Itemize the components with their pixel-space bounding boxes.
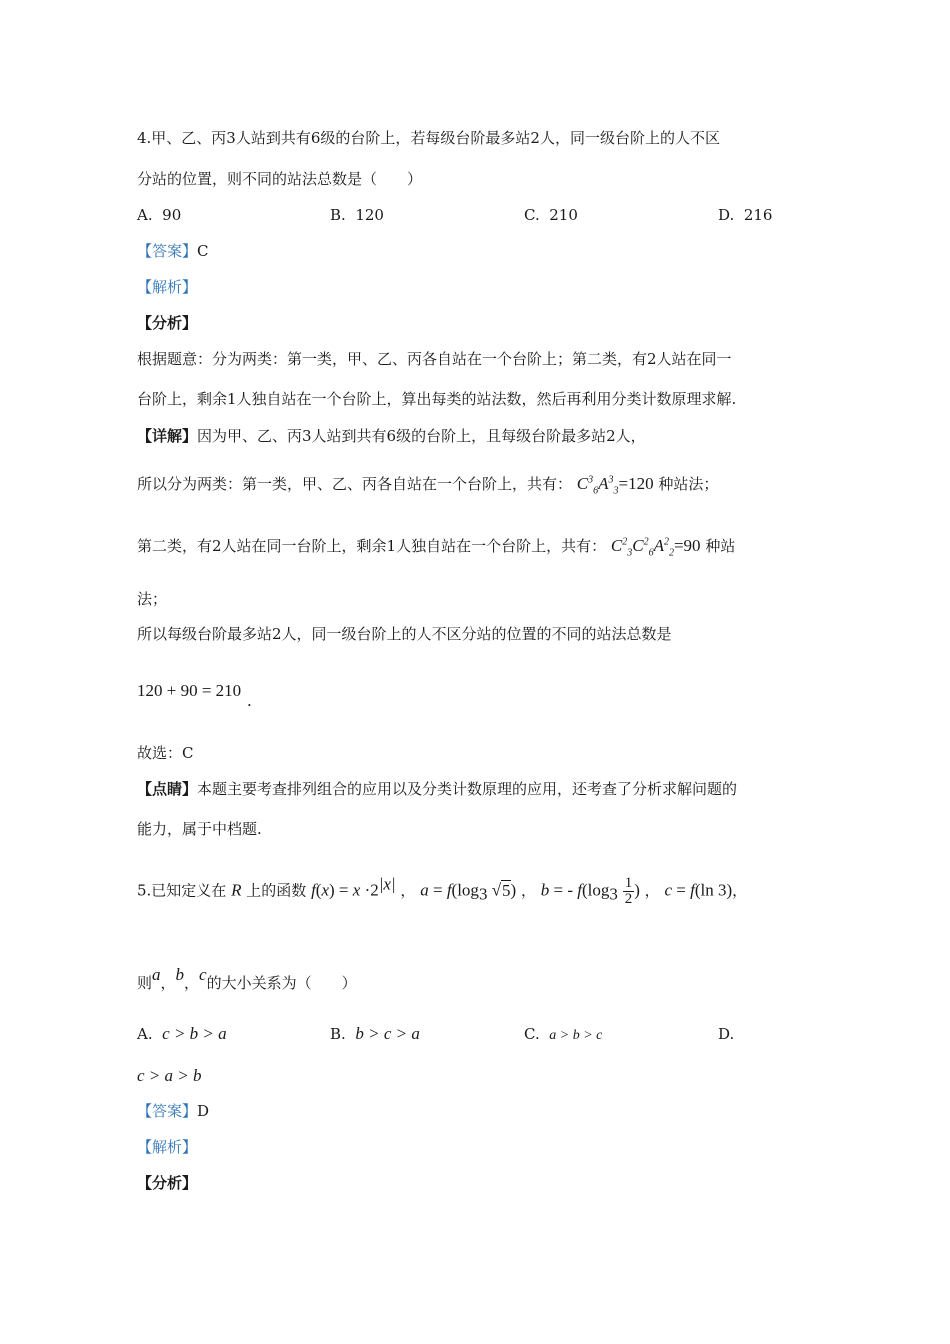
q4-xiangjie: 【详解】因为甲、乙、丙3人站到共有6级的台阶上，且每级台阶最多站2人， [137,427,646,445]
xiangjie-tag: 【详解】 [137,427,198,445]
q4-stem-line1: 4.甲、乙、丙3人站到共有6级的台阶上，若每级台阶最多站2人，同一级台阶上的人不区 [137,129,720,147]
q4-fenxi-tag: 【分析】 [137,314,198,332]
q4-class2-cont: 法； [137,590,168,608]
answer-value: C [197,242,209,260]
q4-summary: 所以每级台阶最多站2人，同一级台阶上的人不区分站的位置的不同的站法总数是 [137,625,672,643]
q4-dianjing-line2: 能力，属于中档题. [137,820,262,838]
combination-formula-1: $C^3_6A^3_3$ [576,474,619,497]
function-definition: f [311,880,316,900]
q4-fenxi-line2: 台阶上，剩余1人独自站在一个台阶上，算出每类的站法数，然后再利用分类计数原理求解. [137,390,737,408]
q4-sum-formula: 120 + 90 = 210. [137,681,252,710]
answer-value: D [197,1102,210,1120]
q4-option-d[interactable]: D. 216 [718,206,773,224]
q4-option-b[interactable]: B. 120 [330,206,384,224]
q4-class1-line: 所以分为两类：第一类，甲、乙、丙各自站在一个台阶上，共有： $C^3_6A^3_3=120$ 种站法； [137,474,719,497]
q4-class2-line: 第二类，有2人站在同一台阶上，剩余1人独自站在一个台阶上，共有： $C^2_3C^2_6A^2_2=90$ 种站 [137,536,736,559]
def-b: b [540,880,550,900]
q4-answer [137,241,209,261]
q5-option-b[interactable]: B. b > c > a [330,1024,420,1043]
answer-tag: 【答案】 [137,242,198,260]
var-b: b [175,965,185,984]
combination-formula-2: $C^2_3C^2_6A^2_2$ [610,536,674,559]
q5-answer [137,1101,209,1121]
q5-stem-line2: 则a，b，c的大小关系为（ ） [137,965,357,992]
q5-fenxi-tag: 【分析】 [137,1174,198,1192]
q5-stem-line1: 5.已知定义在 R 上的函数 $f(x) = x \cdot 2^{|x|}$ ， $a = f(\log_3$ √5) ， b = - $f(\log_3$ $\frac{1}{2}$ ) ， c = f(ln 3)， [137,874,748,907]
def-a: a [420,880,429,900]
q4-option-a[interactable]: A. 90 [137,206,182,224]
set-r: R [231,880,242,900]
q5-option-a[interactable]: A. c > b > a [137,1024,227,1043]
q4-dianjing-line1: 【点睛】本题主要考查排列组合的应用以及分类计数原理的应用，还考查了分析求解问题的 [137,780,738,798]
q4-fenxi-line1: 根据题意：分为两类：第一类，甲、乙、丙各自站在一个台阶上；第二类，有2人站在同一 [137,350,732,368]
dianjing-tag: 【点睛】 [137,780,198,798]
var-c: c [199,965,207,984]
q4-option-c[interactable]: C. 210 [524,206,578,224]
fraction-half: $\frac{1}{2}$ [624,875,633,907]
q5-option-c[interactable]: C. a > b > c [524,1025,603,1043]
q5-option-d[interactable]: D. [718,1025,735,1043]
q5-option-d-value: c > a > b [137,1066,202,1085]
q5-jiexi-tag: 【解析】 [137,1138,198,1156]
var-a: a [152,965,161,984]
q4-choose: 故选：C [137,744,194,762]
q4-jiexi-tag: 【解析】 [137,278,198,296]
q4-stem-line2: 分站的位置，则不同的站法总数是（ ） [137,170,423,188]
def-c: c [664,880,672,900]
answer-tag: 【答案】 [137,1102,198,1120]
